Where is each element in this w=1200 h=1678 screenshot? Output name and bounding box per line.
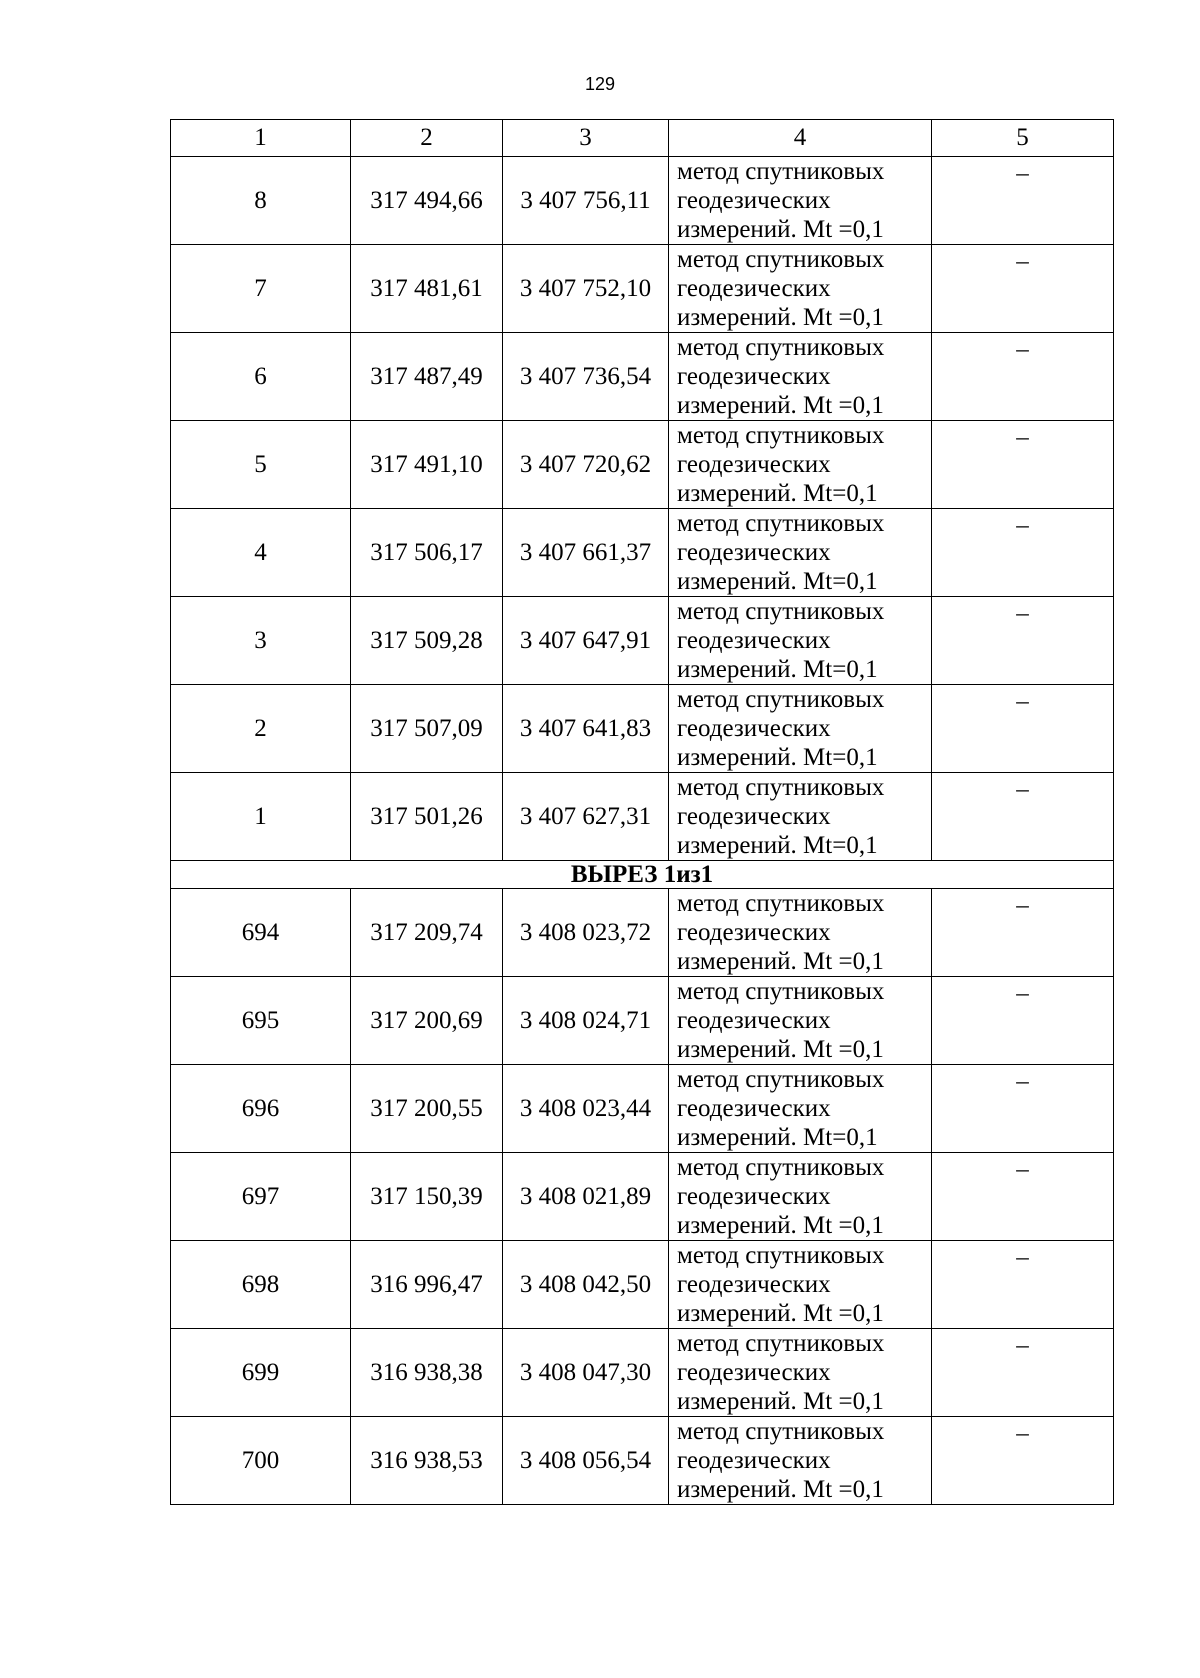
point-cell: 695: [171, 977, 351, 1065]
method-line: измерений. Mt =0,1: [677, 1212, 884, 1239]
method-line: измерений. Mt =0,1: [677, 1036, 884, 1063]
table-row: [171, 1417, 1114, 1505]
table-row: [171, 157, 1114, 245]
method-line: метод спутниковых: [677, 158, 885, 185]
point-cell: 5: [171, 421, 351, 509]
point-cell: 6: [171, 333, 351, 421]
mark-cell: –: [932, 509, 1114, 597]
method-line: измерений. Mt =0,1: [677, 1388, 884, 1415]
x-coordinate-cell: 317 507,09: [351, 685, 503, 773]
method-line: метод спутниковых: [677, 978, 885, 1005]
method-line: измерений. Mt=0,1: [677, 744, 878, 771]
x-coordinate-cell: 317 494,66: [351, 157, 503, 245]
table-row: [171, 333, 1114, 421]
y-coordinate-cell: 3 407 647,91: [503, 597, 669, 685]
mark-cell: –: [932, 333, 1114, 421]
method-line: метод спутниковых: [677, 246, 885, 273]
method-line: геодезических: [677, 363, 831, 390]
mark-cell: –: [932, 157, 1114, 245]
method-cell: [669, 597, 932, 685]
method-line: измерений. Mt =0,1: [677, 392, 884, 419]
method-line: геодезических: [677, 1007, 831, 1034]
y-coordinate-cell: 3 408 023,44: [503, 1065, 669, 1153]
mark-cell: –: [932, 1153, 1114, 1241]
point-cell: 698: [171, 1241, 351, 1329]
table-row: [171, 245, 1114, 333]
column-header: 1: [171, 120, 351, 157]
method-cell: [669, 1153, 932, 1241]
method-cell: [669, 1417, 932, 1505]
point-cell: 8: [171, 157, 351, 245]
column-header: 2: [351, 120, 503, 157]
x-coordinate-cell: 317 481,61: [351, 245, 503, 333]
method-line: метод спутниковых: [677, 686, 885, 713]
method-line: метод спутниковых: [677, 510, 885, 537]
y-coordinate-cell: 3 408 021,89: [503, 1153, 669, 1241]
y-coordinate-cell: 3 408 023,72: [503, 889, 669, 977]
method-line: метод спутниковых: [677, 1066, 885, 1093]
method-line: метод спутниковых: [677, 334, 885, 361]
mark-cell: –: [932, 597, 1114, 685]
table-row: [171, 597, 1114, 685]
page-number: 129: [584, 74, 616, 94]
table-row: [171, 421, 1114, 509]
mark-cell: –: [932, 977, 1114, 1065]
method-line: измерений. Mt =0,1: [677, 948, 884, 975]
x-coordinate-cell: 317 487,49: [351, 333, 503, 421]
method-line: метод спутниковых: [677, 1154, 885, 1181]
method-line: измерений. Mt=0,1: [677, 832, 878, 859]
mark-cell: –: [932, 889, 1114, 977]
method-line: геодезических: [677, 539, 831, 566]
point-cell: 696: [171, 1065, 351, 1153]
table-header-row: [171, 120, 1114, 157]
method-line: метод спутниковых: [677, 598, 885, 625]
point-cell: 700: [171, 1417, 351, 1505]
x-coordinate-cell: 317 150,39: [351, 1153, 503, 1241]
point-cell: 694: [171, 889, 351, 977]
coordinates-table: [170, 119, 1114, 1505]
method-line: метод спутниковых: [677, 774, 885, 801]
x-coordinate-cell: 317 501,26: [351, 773, 503, 861]
method-line: геодезических: [677, 1447, 831, 1474]
point-cell: 697: [171, 1153, 351, 1241]
mark-cell: –: [932, 421, 1114, 509]
section-row: [171, 861, 1114, 889]
table-row: [171, 509, 1114, 597]
method-line: измерений. Mt=0,1: [677, 1124, 878, 1151]
method-line: геодезических: [677, 1183, 831, 1210]
table-row: [171, 1153, 1114, 1241]
column-header: 4: [669, 120, 932, 157]
x-coordinate-cell: 317 209,74: [351, 889, 503, 977]
y-coordinate-cell: 3 408 042,50: [503, 1241, 669, 1329]
table-row: [171, 1241, 1114, 1329]
x-coordinate-cell: 317 506,17: [351, 509, 503, 597]
mark-cell: –: [932, 1417, 1114, 1505]
method-line: метод спутниковых: [677, 890, 885, 917]
point-cell: 2: [171, 685, 351, 773]
point-cell: 699: [171, 1329, 351, 1417]
method-line: измерений. Mt =0,1: [677, 216, 884, 243]
method-line: измерений. Mt=0,1: [677, 656, 878, 683]
x-coordinate-cell: 317 491,10: [351, 421, 503, 509]
method-line: геодезических: [677, 451, 831, 478]
table-row: [171, 1329, 1114, 1417]
x-coordinate-cell: 317 200,69: [351, 977, 503, 1065]
y-coordinate-cell: 3 407 661,37: [503, 509, 669, 597]
method-line: геодезических: [677, 275, 831, 302]
method-line: измерений. Mt=0,1: [677, 480, 878, 507]
method-cell: [669, 1329, 932, 1417]
method-line: геодезических: [677, 1359, 831, 1386]
point-cell: 4: [171, 509, 351, 597]
method-cell: [669, 1241, 932, 1329]
section-title: ВЫРЕЗ 1из1: [171, 861, 1114, 889]
method-cell: [669, 1065, 932, 1153]
method-line: геодезических: [677, 919, 831, 946]
method-cell: [669, 889, 932, 977]
x-coordinate-cell: 316 996,47: [351, 1241, 503, 1329]
x-coordinate-cell: 317 200,55: [351, 1065, 503, 1153]
table-row: [171, 889, 1114, 977]
method-cell: [669, 773, 932, 861]
x-coordinate-cell: 316 938,53: [351, 1417, 503, 1505]
mark-cell: –: [932, 773, 1114, 861]
y-coordinate-cell: 3 407 736,54: [503, 333, 669, 421]
method-line: измерений. Mt=0,1: [677, 568, 878, 595]
mark-cell: –: [932, 1329, 1114, 1417]
method-line: геодезических: [677, 1095, 831, 1122]
point-cell: 1: [171, 773, 351, 861]
method-line: метод спутниковых: [677, 1242, 885, 1269]
table-row: [171, 685, 1114, 773]
method-line: геодезических: [677, 627, 831, 654]
y-coordinate-cell: 3 407 641,83: [503, 685, 669, 773]
method-line: метод спутниковых: [677, 1330, 885, 1357]
x-coordinate-cell: 317 509,28: [351, 597, 503, 685]
method-cell: [669, 245, 932, 333]
mark-cell: –: [932, 1241, 1114, 1329]
method-line: геодезических: [677, 1271, 831, 1298]
method-cell: [669, 333, 932, 421]
method-cell: [669, 509, 932, 597]
x-coordinate-cell: 316 938,38: [351, 1329, 503, 1417]
point-cell: 3: [171, 597, 351, 685]
y-coordinate-cell: 3 407 720,62: [503, 421, 669, 509]
method-line: метод спутниковых: [677, 422, 885, 449]
column-header: 3: [503, 120, 669, 157]
method-line: измерений. Mt =0,1: [677, 304, 884, 331]
y-coordinate-cell: 3 408 024,71: [503, 977, 669, 1065]
table-row: [171, 773, 1114, 861]
y-coordinate-cell: 3 408 056,54: [503, 1417, 669, 1505]
method-cell: [669, 157, 932, 245]
method-line: геодезических: [677, 187, 831, 214]
table-row: [171, 977, 1114, 1065]
table-row: [171, 1065, 1114, 1153]
y-coordinate-cell: 3 407 752,10: [503, 245, 669, 333]
method-line: геодезических: [677, 803, 831, 830]
method-cell: [669, 685, 932, 773]
point-cell: 7: [171, 245, 351, 333]
column-header: 5: [932, 120, 1114, 157]
method-line: измерений. Mt =0,1: [677, 1300, 884, 1327]
y-coordinate-cell: 3 407 756,11: [503, 157, 669, 245]
mark-cell: –: [932, 1065, 1114, 1153]
y-coordinate-cell: 3 408 047,30: [503, 1329, 669, 1417]
method-line: измерений. Mt =0,1: [677, 1476, 884, 1503]
method-cell: [669, 977, 932, 1065]
mark-cell: –: [932, 245, 1114, 333]
y-coordinate-cell: 3 407 627,31: [503, 773, 669, 861]
method-line: метод спутниковых: [677, 1418, 885, 1445]
mark-cell: –: [932, 685, 1114, 773]
method-cell: [669, 421, 932, 509]
method-line: геодезических: [677, 715, 831, 742]
